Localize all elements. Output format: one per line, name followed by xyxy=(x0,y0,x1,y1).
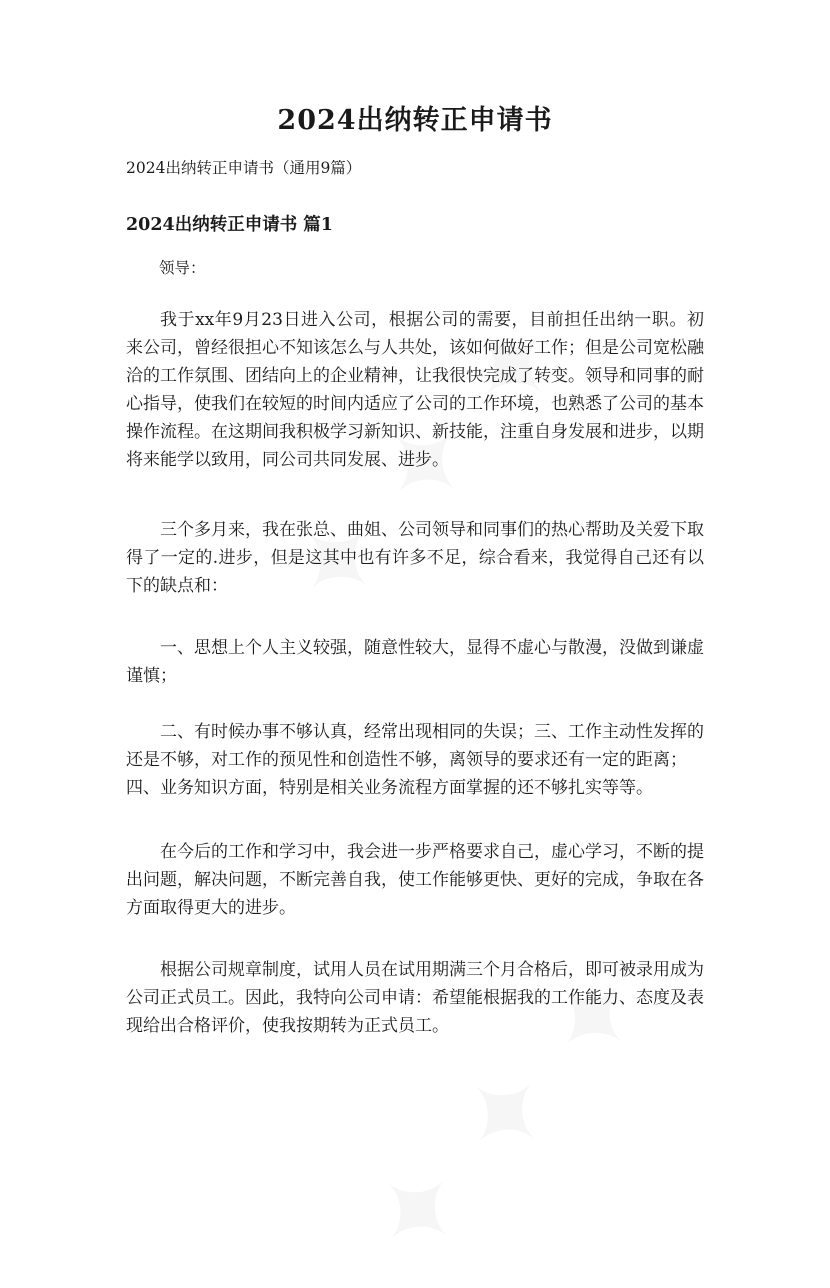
paragraph-shortcoming-1: 一、思想上个人主义较强，随意性较大，显得不虚心与散漫，没做到谦虚谨慎； xyxy=(126,638,704,686)
document-title: 2024出纳转正申请书 xyxy=(277,105,553,136)
paragraph-shortcoming-2 xyxy=(126,718,704,802)
paragraph-request: 根据公司规章制度，试用人员在试用期满三个月合格后，即可被录用成为公司正式员工。因此，我特向公司申请：希望能根据我的工作能力、态度及表现给出合格评价，使我按期转为正式员工。 xyxy=(126,960,704,1036)
shortcoming-4: 四、业务知识方面，特别是相关业务流程方面掌握的还不够扎实等等。 xyxy=(126,778,653,798)
paragraph-future: 在今后的工作和学习中，我会进一步严格要求自己，虚心学习，不断的提出问题，解决问题，不断完善自我，使工作能够更快、更好的完成，争取在各方面取得更大的进步。 xyxy=(126,842,704,918)
document-subtitle: 2024出纳转正申请书（通用9篇） xyxy=(126,159,362,177)
shortcoming-2-3: 二、有时候办事不够认真，经常出现相同的失误；三、工作主动性发挥的还是不够，对工作的预见性和创造性不够，离领导的要求还有一定的距离； xyxy=(126,722,704,770)
paragraph-progress: 三个多月来，我在张总、曲姐、公司领导和同事们的热心帮助及关爱下取得了一定的.进步，但是这其中也有许多不足，综合看来，我觉得自己还有以下的缺点和： xyxy=(126,520,704,596)
section-heading: 2024出纳转正申请书 篇1 xyxy=(126,215,333,235)
paragraph-intro: 我于xx年9月23日进入公司，根据公司的需要，目前担任出纳一职。初来公司，曾经很担心不知该怎么与人共处，该如何做好工作；但是公司宽松融洽的工作氛围、团结向上的企业精神，让我很快完成了转变。领导和同事的耐心指导，使我们在较短的时间内适应了公司的工作环境，也熟悉了公司的基本操作流程。在这期间我积极学习新知识、新技能，注重自身发展和进步，以期将来能学以致用，同公司共同发展、进步。 xyxy=(126,310,704,470)
salutation: 领导： xyxy=(159,259,206,277)
